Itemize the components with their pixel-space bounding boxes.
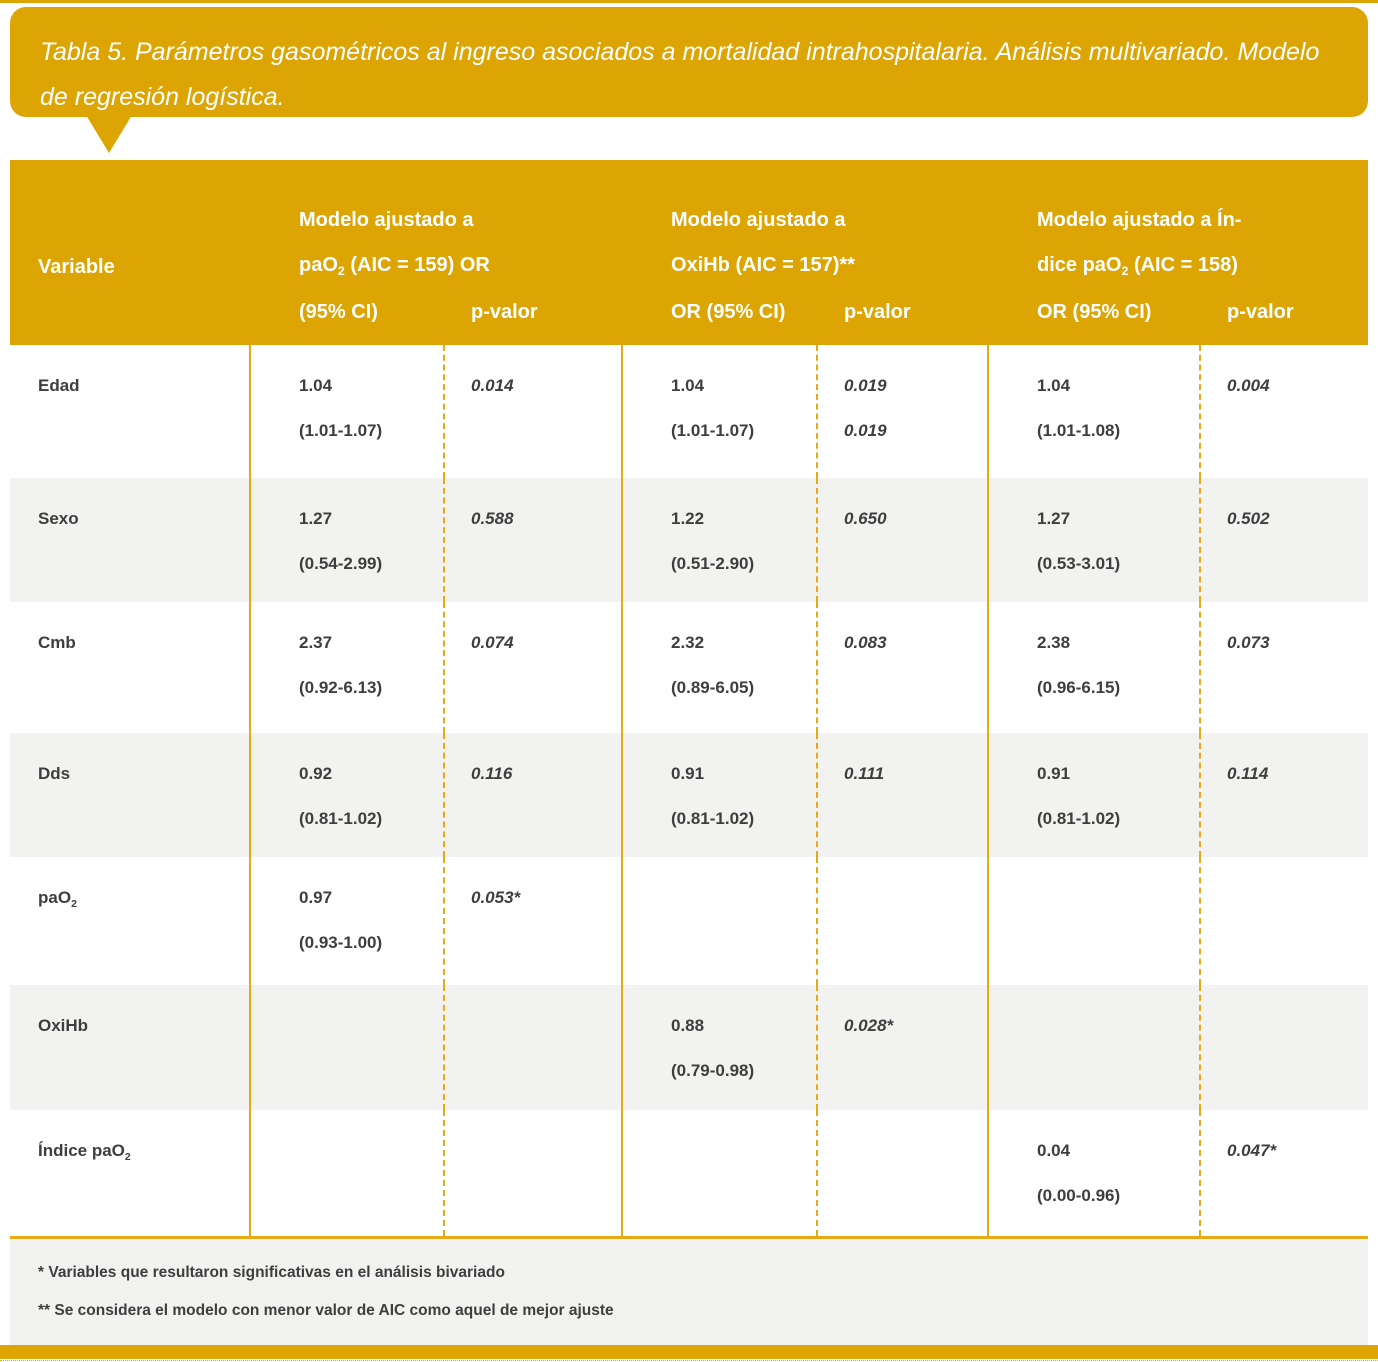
column-header-model-pao2 (251, 160, 623, 345)
or-ci-cell (251, 985, 445, 1110)
subscript: 2 (124, 1150, 131, 1163)
or-ci-cell (623, 1110, 818, 1236)
or-value: 1.27 (299, 509, 333, 528)
p-value-cell (445, 857, 623, 985)
or-ci-cell (251, 1110, 445, 1236)
table-body (10, 345, 1368, 1239)
or-value: 0.97 (299, 888, 333, 907)
p-value-cell (1201, 1110, 1368, 1236)
p-value: 0.019 (844, 376, 887, 395)
or-ci-cell (989, 733, 1201, 857)
header-line3 (623, 290, 989, 335)
footnote-significance: * Variables que resultaron significativas en el análisis bivariado (38, 1264, 505, 1281)
ci-value: (0.54-2.99) (299, 554, 383, 573)
p-value-cell (818, 478, 989, 602)
header-line1: Modelo ajustado a Ín- (1037, 209, 1242, 231)
or-ci-cell (989, 478, 1201, 602)
table-row-edad (10, 345, 1368, 478)
or-ci-cell (251, 478, 445, 602)
table-footnotes (10, 1239, 1368, 1345)
header-line3 (251, 290, 623, 335)
or-ci-cell (989, 345, 1201, 478)
column-header-model-indice-pao2 (989, 160, 1368, 345)
p-value-cell (445, 602, 623, 733)
table-row-cmb (10, 602, 1368, 733)
or-value: 0.91 (671, 764, 705, 783)
p-value: 0.650 (844, 509, 887, 528)
subscript: 2 (1121, 264, 1129, 279)
or-ci-cell (251, 733, 445, 857)
or-ci-cell (251, 345, 445, 478)
p-value-cell (818, 1110, 989, 1236)
table-row-oxihb (10, 985, 1368, 1110)
or-ci-cell (623, 478, 818, 602)
or-value: 1.27 (1037, 509, 1071, 528)
p-value-cell (1201, 985, 1368, 1110)
p-value: 0.588 (471, 509, 514, 528)
p-value-cell (818, 733, 989, 857)
p-value: 0.116 (471, 764, 513, 783)
or-ci-cell (989, 1110, 1201, 1236)
or-ci-cell (623, 857, 818, 985)
table-row-pao2 (10, 857, 1368, 985)
p-value: 0.047* (1227, 1141, 1277, 1160)
p-valor-label: p-valor (471, 301, 538, 323)
or-value: 0.88 (671, 1016, 705, 1035)
ci-value: (0.51-2.90) (671, 554, 755, 573)
p-value: 0.114 (1227, 764, 1269, 783)
p-value: 0.502 (1227, 509, 1270, 528)
or-ci-label: OR (95% CI) (1037, 301, 1152, 323)
header-line2: dice paO$_2$ (AIC = 158) (1037, 254, 1238, 279)
or-ci-cell (989, 985, 1201, 1110)
or-value: 1.04 (671, 376, 705, 395)
or-value: 0.04 (1037, 1141, 1071, 1160)
bottom-gold-bar (0, 1345, 1378, 1359)
ci-value: (0.92-6.13) (299, 678, 383, 697)
p-value: 0.074 (471, 633, 514, 652)
ci-value: (0.53-3.01) (1037, 554, 1121, 573)
or-value: 1.04 (1037, 376, 1071, 395)
p-value-cell (445, 345, 623, 478)
table-header-row (10, 160, 1368, 345)
p-value-cell (1201, 345, 1368, 478)
table-title-banner (10, 7, 1368, 117)
or-ci-cell (251, 602, 445, 733)
p-value-extra: 0.019 (844, 421, 887, 440)
variable-label: Índice paO$_2$ (10, 1110, 251, 1236)
variable-label: Edad (10, 345, 251, 478)
p-value-cell (445, 733, 623, 857)
p-value-cell (1201, 733, 1368, 857)
p-value-cell (445, 985, 623, 1110)
table-row-sexo (10, 478, 1368, 602)
or-value: 0.91 (1037, 764, 1071, 783)
p-value-cell (1201, 857, 1368, 985)
or-ci-label: OR (95% CI) (671, 301, 786, 323)
p-value: 0.004 (1227, 376, 1270, 395)
or-ci-cell (251, 857, 445, 985)
header-line1: Modelo ajustado a (299, 209, 474, 231)
p-value-cell (818, 602, 989, 733)
ci-value: (0.81-1.02) (1037, 809, 1121, 828)
ci-value: (0.93-1.00) (299, 933, 383, 952)
or-ci-cell (989, 857, 1201, 985)
or-ci-cell (623, 733, 818, 857)
ci-value: (0.96-6.15) (1037, 678, 1121, 697)
ci-value: (0.81-1.02) (671, 809, 755, 828)
or-value: 0.92 (299, 764, 333, 783)
variable-label: OxiHb (10, 985, 251, 1110)
p-value: 0.053* (471, 888, 521, 907)
subscript: 2 (71, 897, 77, 910)
header-line1: Modelo ajustado a (671, 209, 846, 231)
or-ci-cell (989, 602, 1201, 733)
p-value: 0.073 (1227, 633, 1270, 652)
ci-value: (0.79-0.98) (671, 1061, 755, 1080)
ci-value: (1.01-1.07) (671, 421, 755, 440)
p-value-cell (1201, 602, 1368, 733)
table-row-indice-pao2 (10, 1110, 1368, 1236)
p-value-cell (818, 345, 989, 478)
ci-value: (0.00-0.96) (1037, 1186, 1121, 1205)
ci-value: (0.81-1.02) (299, 809, 383, 828)
or-value: 2.32 (671, 633, 705, 652)
table-title: Tabla 5. Parámetros gasométricos al ingreso asociados a mortalidad intrahospitalaria. Análisis multivariado. Modelo de regresión logística. (40, 38, 1320, 111)
p-value-cell (818, 857, 989, 985)
p-valor-label: p-valor (844, 301, 911, 323)
ci-value: (0.89-6.05) (671, 678, 755, 697)
ci-value: (1.01-1.07) (299, 421, 383, 440)
or-ci-cell (623, 985, 818, 1110)
table (10, 160, 1368, 1345)
variable-label: paO$_2$ (10, 857, 251, 985)
or-value: 2.37 (299, 633, 333, 652)
subscript: 2 (337, 264, 345, 279)
p-value: 0.014 (471, 376, 514, 395)
table-row-dds (10, 733, 1368, 857)
column-header-model-oxihb (623, 160, 989, 345)
bottom-dotted-rule (0, 1360, 1378, 1361)
p-value: 0.111 (844, 764, 885, 783)
or-ci-label: (95% CI) (299, 301, 378, 323)
variable-label: Cmb (10, 602, 251, 733)
p-value-cell (1201, 478, 1368, 602)
header-line3 (989, 290, 1368, 335)
or-ci-cell (623, 345, 818, 478)
or-value: 2.38 (1037, 633, 1071, 652)
variable-label: Dds (10, 733, 251, 857)
p-value: 0.083 (844, 633, 887, 652)
column-header-variable: Variable (38, 256, 115, 278)
ci-value: (1.01-1.08) (1037, 421, 1121, 440)
banner-tail-pointer (86, 115, 132, 153)
p-value-cell (818, 985, 989, 1110)
p-value-cell (445, 1110, 623, 1236)
p-value-cell (445, 478, 623, 602)
top-gold-rule (0, 0, 1378, 3)
header-line2: OxiHb (AIC = 157)** (671, 254, 855, 276)
or-value: 1.04 (299, 376, 333, 395)
p-valor-label: p-valor (1227, 301, 1294, 323)
or-ci-cell (623, 602, 818, 733)
footnote-aic: ** Se considera el modelo con menor valor de AIC como aquel de mejor ajuste (38, 1302, 614, 1319)
p-value: 0.028* (844, 1016, 894, 1035)
header-line2: paO$_2$ (AIC = 159) OR (299, 254, 490, 279)
variable-label: Sexo (10, 478, 251, 602)
or-value: 1.22 (671, 509, 705, 528)
